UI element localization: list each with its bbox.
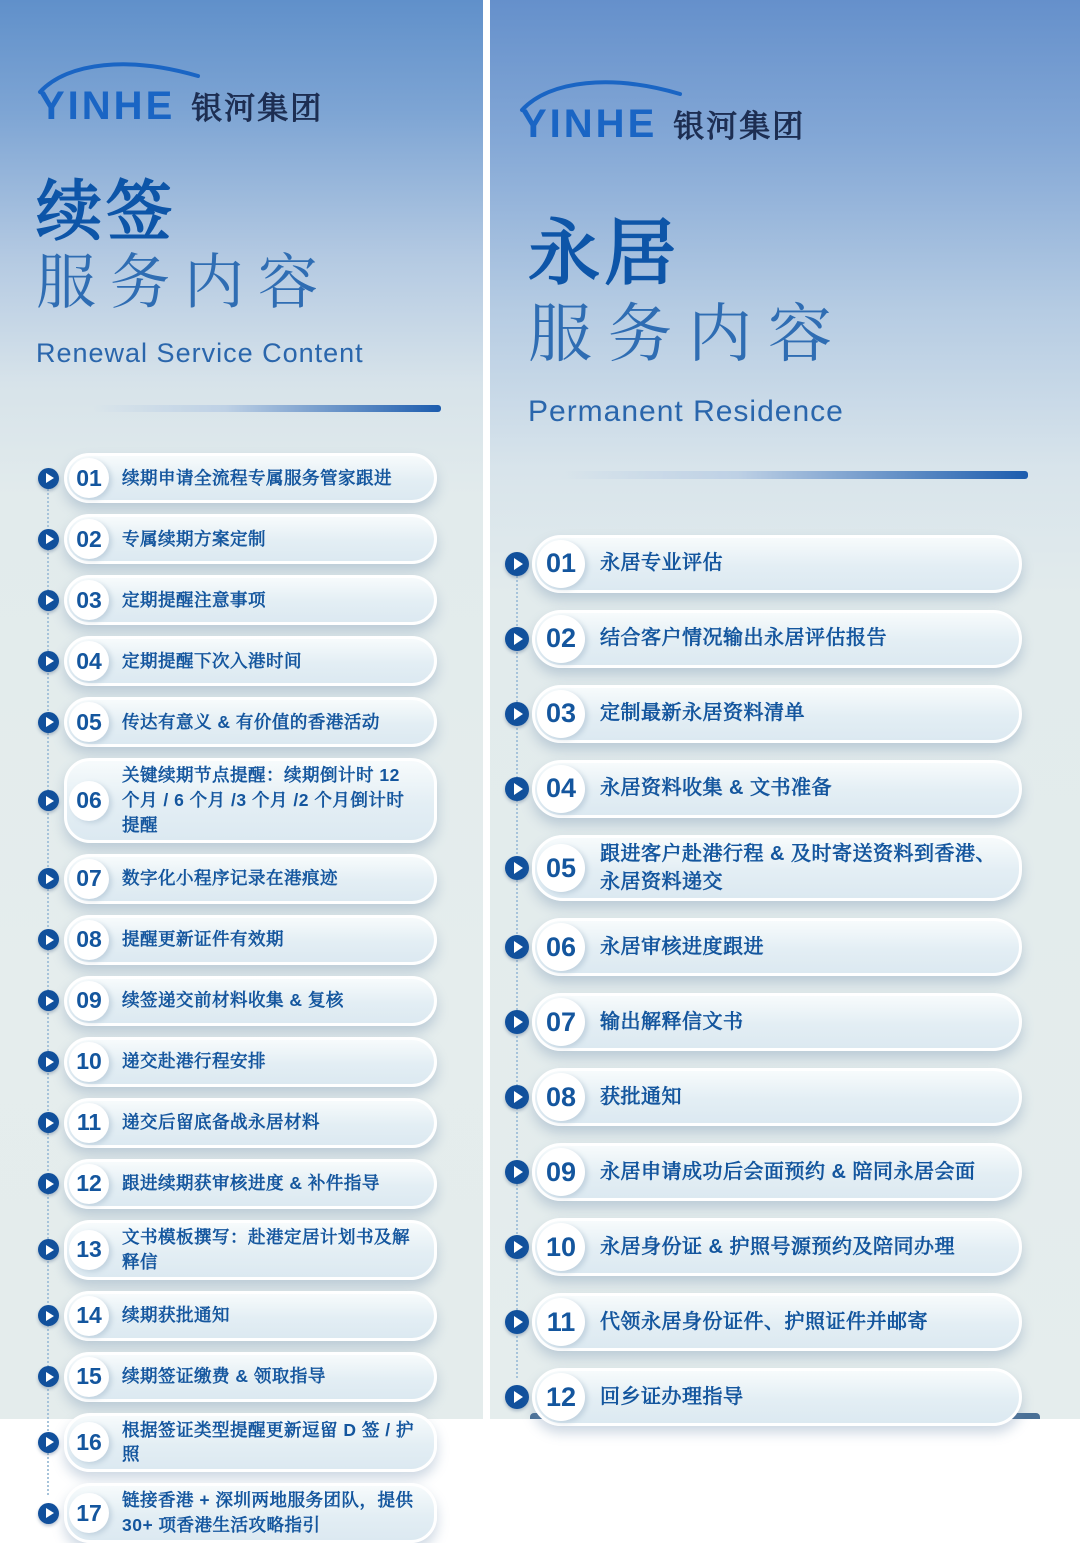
service-item-pill [532, 535, 1022, 593]
play-icon [38, 1239, 59, 1260]
play-icon [505, 627, 529, 651]
service-item-pill [532, 993, 1022, 1051]
service-item-pill [64, 1098, 437, 1148]
play-icon [38, 468, 59, 489]
item-number: 14 [69, 1296, 109, 1336]
item-number: 13 [69, 1230, 109, 1270]
service-item-pill [64, 1352, 437, 1402]
service-item-pill [64, 697, 437, 747]
item-number: 03 [537, 690, 585, 738]
service-item-text: 定制最新永居资料清单 [600, 702, 805, 725]
item-number: 01 [537, 540, 585, 588]
service-item-text: 定期提醒下次入港时间 [122, 650, 302, 671]
list-item [505, 685, 1022, 743]
play-icon [38, 868, 59, 889]
item-number: 02 [69, 519, 109, 559]
play-icon [38, 1503, 59, 1524]
item-number: 09 [69, 981, 109, 1021]
service-item-text: 关键续期节点提醒：续期倒计时 12 个月 / 6 个月 /3 个月 /2 个月倒计时提醒 [122, 765, 405, 835]
logo-wordmark: YINHE [38, 84, 176, 128]
list-item [38, 453, 437, 503]
service-item-text: 回乡证办理指导 [600, 1386, 744, 1409]
service-item-pill [64, 636, 437, 686]
item-number: 05 [69, 702, 109, 742]
list-item [38, 1413, 437, 1473]
page-title-english: Renewal Service Content [36, 338, 364, 369]
play-icon [38, 529, 59, 550]
service-item-pill [64, 453, 437, 503]
service-item-text: 结合客户情况输出永居评估报告 [600, 627, 887, 650]
item-number: 08 [537, 1073, 585, 1121]
service-item-pill [532, 685, 1022, 743]
service-item-pill [64, 1037, 437, 1087]
service-item-pill [532, 610, 1022, 668]
list-item [38, 1352, 437, 1402]
item-number: 05 [537, 844, 585, 892]
renewal-service-list [38, 453, 437, 1543]
list-item [505, 610, 1022, 668]
play-icon [38, 1173, 59, 1194]
permanent-residence-panel [490, 0, 1080, 1419]
page-title: 续签 [36, 174, 176, 248]
list-item [505, 993, 1022, 1051]
service-item-text: 专属续期方案定制 [122, 528, 266, 549]
list-item [38, 1483, 437, 1543]
service-item-pill [64, 758, 437, 843]
service-item-pill [64, 1413, 437, 1473]
page-subtitle: 服务内容 [528, 298, 848, 371]
item-number: 04 [537, 765, 585, 813]
service-item-text: 续期申请全流程专属服务管家跟进 [122, 467, 392, 488]
service-item-pill [64, 1483, 437, 1543]
service-item-text: 获批通知 [600, 1086, 682, 1109]
service-item-text: 递交后留底备战永居材料 [122, 1112, 320, 1133]
play-icon [505, 1160, 529, 1184]
list-item [38, 1037, 437, 1087]
service-item-text: 跟进续期获审核进度 & 补件指导 [122, 1173, 380, 1194]
service-item-pill [532, 1368, 1022, 1426]
service-item-pill [64, 854, 437, 904]
service-item-text: 链接香港 + 深圳两地服务团队，提供 30+ 项香港生活攻略指引 [122, 1490, 414, 1536]
item-number: 09 [537, 1148, 585, 1196]
company-name: 银河集团 [673, 109, 806, 144]
list-item [38, 575, 437, 625]
list-item [505, 1293, 1022, 1351]
page-title: 永居 [528, 214, 681, 294]
play-icon [505, 702, 529, 726]
item-number: 10 [537, 1223, 585, 1271]
item-number: 07 [69, 859, 109, 899]
play-icon [505, 777, 529, 801]
service-item-pill [532, 918, 1022, 976]
item-number: 15 [69, 1357, 109, 1397]
item-number: 12 [537, 1373, 585, 1421]
service-item-text: 提醒更新证件有效期 [122, 929, 284, 950]
service-item-text: 输出解释信文书 [600, 1011, 744, 1034]
list-item [38, 915, 437, 965]
service-item-pill [64, 1220, 437, 1280]
play-icon [505, 1235, 529, 1259]
play-icon [38, 1366, 59, 1387]
item-number: 03 [69, 580, 109, 620]
item-number: 12 [69, 1164, 109, 1204]
list-item [38, 1220, 437, 1280]
play-icon [505, 935, 529, 959]
gradient-divider [93, 405, 441, 412]
permanent-residence-service-list [505, 535, 1022, 1427]
list-item [505, 1368, 1022, 1426]
service-item-pill [532, 1293, 1022, 1351]
play-icon [38, 712, 59, 733]
item-number: 02 [537, 615, 585, 663]
play-icon [505, 552, 529, 576]
service-item-text: 续期签证缴费 & 领取指导 [122, 1366, 326, 1387]
item-number: 11 [69, 1103, 109, 1143]
service-item-text: 续签递交前材料收集 & 复核 [122, 990, 344, 1011]
item-number: 16 [69, 1422, 109, 1462]
item-number: 06 [69, 781, 109, 821]
list-item [505, 1218, 1022, 1276]
play-icon [38, 1432, 59, 1453]
service-item-pill [532, 1218, 1022, 1276]
service-item-pill [532, 760, 1022, 818]
service-item-text: 永居申请成功后会面预约 & 陪同永居会面 [600, 1161, 976, 1184]
service-item-pill [532, 835, 1022, 902]
list-item [38, 697, 437, 747]
page-subtitle: 服务内容 [36, 249, 332, 317]
item-number: 17 [69, 1493, 109, 1533]
item-number: 06 [537, 923, 585, 971]
service-item-text: 永居专业评估 [600, 552, 723, 575]
list-item [38, 1159, 437, 1209]
yinhe-logo [38, 86, 483, 126]
company-name: 银河集团 [191, 91, 324, 126]
service-item-text: 文书模板撰写：赴港定居计划书及解释信 [122, 1226, 410, 1272]
list-item [38, 758, 437, 843]
list-item [38, 514, 437, 564]
play-icon [505, 856, 529, 880]
service-item-text: 跟进客户赴港行程 & 及时寄送资料到香港、永居资料递交 [600, 842, 997, 894]
play-icon [505, 1085, 529, 1109]
play-icon [505, 1385, 529, 1409]
list-item [505, 918, 1022, 976]
service-item-pill [532, 1143, 1022, 1201]
service-item-text: 定期提醒注意事项 [122, 589, 266, 610]
item-number: 08 [69, 920, 109, 960]
service-item-pill [64, 1159, 437, 1209]
service-item-pill [532, 1068, 1022, 1126]
play-icon [38, 590, 59, 611]
play-icon [38, 929, 59, 950]
item-number: 07 [537, 998, 585, 1046]
item-number: 10 [69, 1042, 109, 1082]
list-item [38, 1098, 437, 1148]
yinhe-logo [520, 104, 1080, 144]
service-item-pill [64, 915, 437, 965]
service-item-pill [64, 1291, 437, 1341]
play-icon [38, 1305, 59, 1326]
service-item-pill [64, 976, 437, 1026]
service-item-text: 递交赴港行程安排 [122, 1051, 266, 1072]
service-item-text: 代领永居身份证件、护照证件并邮寄 [600, 1311, 928, 1334]
list-item [505, 1068, 1022, 1126]
list-item [38, 976, 437, 1026]
play-icon [505, 1010, 529, 1034]
item-number: 11 [537, 1298, 585, 1346]
play-icon [38, 790, 59, 811]
service-item-text: 永居资料收集 & 文书准备 [600, 777, 833, 800]
play-icon [38, 651, 59, 672]
play-icon [38, 990, 59, 1011]
list-item [505, 760, 1022, 818]
logo-wordmark: YINHE [520, 102, 658, 146]
service-item-pill [64, 514, 437, 564]
service-item-text: 数字化小程序记录在港痕迹 [122, 868, 338, 889]
list-item [38, 1291, 437, 1341]
item-number: 04 [69, 641, 109, 681]
service-item-text: 永居身份证 & 护照号源预约及陪同办理 [600, 1236, 956, 1259]
list-item [505, 535, 1022, 593]
service-item-text: 根据签证类型提醒更新逗留 D 签 / 护照 [122, 1419, 414, 1465]
gradient-divider [560, 471, 1028, 479]
page-title-english: Permanent Residence [528, 394, 844, 428]
service-item-text: 永居审核进度跟进 [600, 936, 764, 959]
service-item-pill [64, 575, 437, 625]
service-item-text: 传达有意义 & 有价值的香港活动 [122, 711, 380, 732]
play-icon [38, 1051, 59, 1072]
item-number: 01 [69, 458, 109, 498]
renewal-panel [0, 0, 483, 1536]
service-item-text: 续期获批通知 [122, 1305, 230, 1326]
play-icon [38, 1112, 59, 1133]
list-item [505, 835, 1022, 902]
play-icon [505, 1310, 529, 1334]
list-item [38, 636, 437, 686]
list-item [38, 854, 437, 904]
list-item [505, 1143, 1022, 1201]
